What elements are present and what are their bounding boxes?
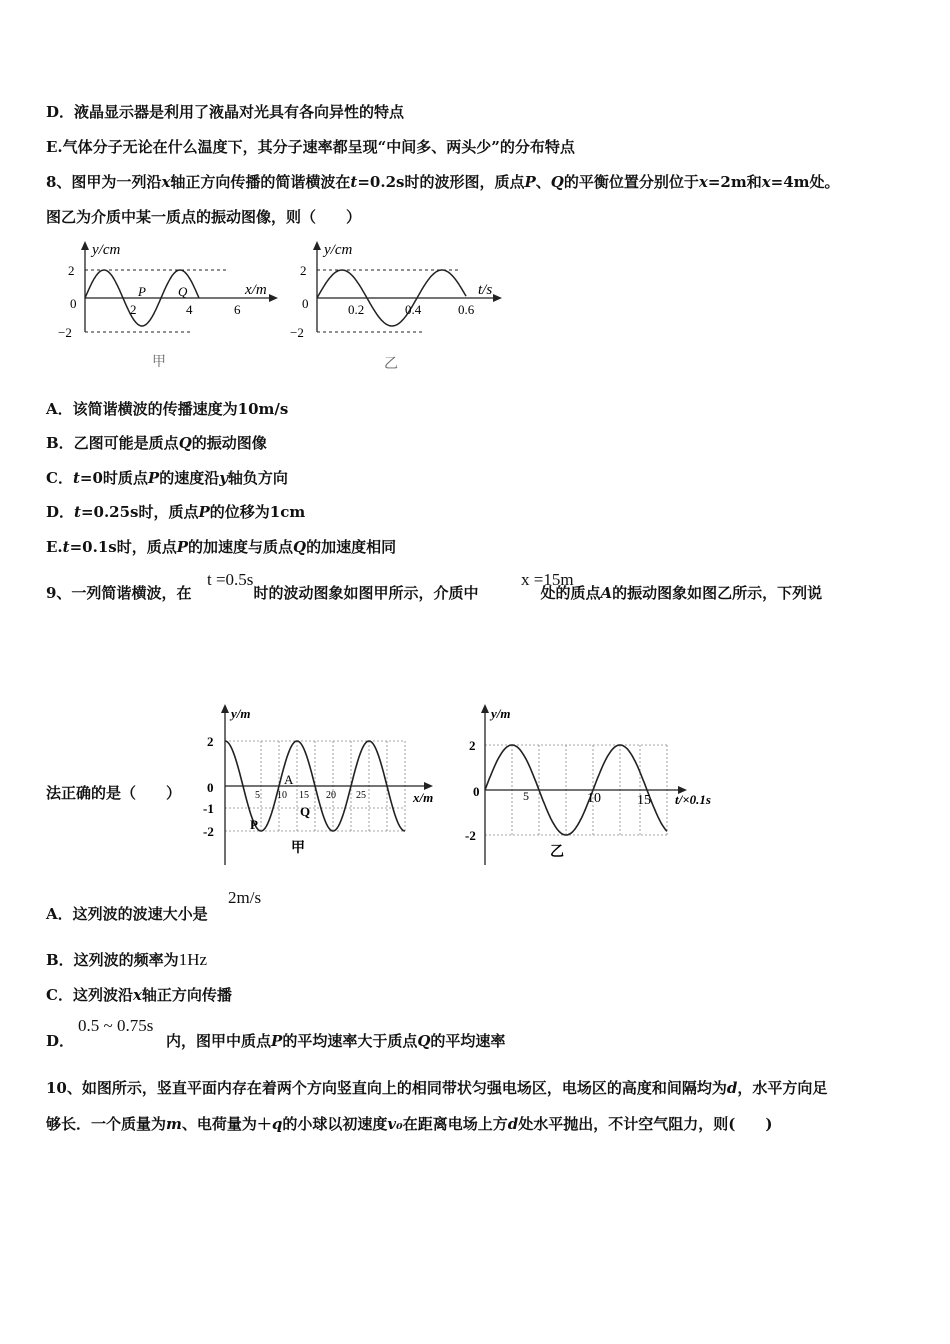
- t-tick: 10: [587, 791, 601, 806]
- y-axis-label: y/m: [231, 706, 251, 721]
- t-axis-label: t/×0.1s: [675, 792, 711, 807]
- t-tick: 5: [523, 789, 529, 803]
- q8-option-a: A．该简谐横波的传播速度为10m/s: [46, 400, 289, 418]
- y-tick: 2: [469, 738, 476, 753]
- figure-caption: 甲: [291, 841, 305, 856]
- q9-figure-wave: [195, 700, 445, 870]
- q9-option-b: B．这列波的频率为1Hz: [46, 950, 208, 969]
- y-tick: -2: [203, 824, 214, 839]
- point-a-label: A: [284, 772, 294, 787]
- q8-figure-vibration: [282, 236, 522, 376]
- figure-caption: 乙: [384, 357, 398, 372]
- y-tick-top: 2: [300, 263, 307, 278]
- y-tick-top: 2: [68, 263, 75, 278]
- q9-option-c: C．这列波沿x轴正方向传播: [46, 986, 232, 1004]
- x-tick: 4: [186, 302, 193, 317]
- q9-option-d-math: 0.5 ~ 0.75s: [78, 1016, 154, 1035]
- q9-stem: 9、一列简谐横波，在 时的波动图象如图甲所示，介质中 处的质点A的振动图象如图乙所示，下列说: [46, 584, 823, 602]
- y-axis-label: y/m: [491, 706, 511, 721]
- t-axis-label: t/s: [478, 282, 493, 298]
- q7-option-e: E.气体分子无论在什么温度下，其分子速率都呈现“中间多、两头少”的分布特点: [46, 138, 575, 156]
- q8-option-d: D．t=0.25s时，质点P的位移为1cm: [46, 503, 306, 521]
- t-tick: 15: [637, 793, 651, 808]
- x-axis-label: x/m: [413, 790, 434, 805]
- q9-stem-line2: 法正确的是（ ）: [46, 784, 182, 802]
- q9-option-a-math: 2m/s: [228, 888, 262, 907]
- y-axis-arrow-icon: [221, 704, 229, 713]
- point-q-label: Q: [178, 284, 188, 299]
- y-tick: 0: [473, 784, 480, 799]
- q9-figure-vibration: [455, 700, 735, 870]
- x-tick: 25: [356, 790, 366, 801]
- origin-label: 0: [302, 296, 309, 311]
- x-axis-arrow-icon: [424, 782, 433, 790]
- q8-stem: 8、图甲为一列沿x轴正方向传播的简谐横波在t=0.2s时的波形图，质点P、Q的平衡位置分别位于x=2m和x=4m处。: [46, 173, 840, 191]
- q7-option-d: D．液晶显示器是利用了液晶对光具有各向异性的特点: [46, 103, 405, 121]
- t-tick: 0.6: [458, 302, 475, 317]
- x-axis-arrow-icon: [269, 294, 278, 302]
- y-axis-arrow-icon: [481, 704, 489, 713]
- t-tick: 0.2: [348, 302, 365, 317]
- q9-math-x: x =15m: [521, 570, 574, 589]
- y-tick: -1: [203, 801, 214, 816]
- q8-option-e: E.t=0.1s时，质点P的加速度与质点Q的加速度相同: [46, 538, 397, 556]
- figure-caption: 甲: [152, 355, 166, 370]
- point-q-label: Q: [300, 804, 311, 819]
- x-tick: 2: [130, 302, 137, 317]
- q8-option-c: C．t=0时质点P的速度沿y轴负方向: [46, 469, 288, 487]
- figure-caption: 乙: [550, 845, 564, 860]
- y-tick-bottom: −2: [58, 325, 72, 340]
- t-tick: 0.4: [405, 302, 422, 317]
- y-axis-label: y/cm: [92, 242, 121, 258]
- x-tick: 6: [234, 302, 241, 317]
- q9-option-a: A．这列波的波速大小是: [46, 905, 208, 923]
- y-axis-label: y/cm: [324, 242, 353, 258]
- x-tick: 5: [255, 790, 260, 801]
- point-p-label: P: [138, 284, 146, 299]
- x-tick: 15: [299, 790, 309, 801]
- y-axis-arrow-icon: [81, 241, 89, 250]
- q8-stem-line2: 图乙为介质中某一质点的振动图像，则（ ）: [46, 208, 362, 226]
- q9-math-t: t =0.5s: [207, 570, 254, 589]
- origin-label: 0: [70, 296, 77, 311]
- q10-stem: 10、如图所示，竖直平面内存在着两个方向竖直向上的相同带状匀强电场区，电场区的高度和间隔均为d，水平方向足: [46, 1079, 828, 1097]
- x-tick: 20: [326, 790, 336, 801]
- x-axis-label: x/m: [245, 282, 267, 298]
- q10-stem-line2: 够长．一个质量为m、电荷量为＋q的小球以初速度v₀在距离电场上方d处水平抛出，不计空气阻力，则( ): [46, 1115, 773, 1133]
- y-tick: -2: [465, 828, 476, 843]
- point-p-label: P: [250, 817, 258, 832]
- x-tick: 10: [277, 790, 287, 801]
- q8-option-b: B．乙图可能是质点Q的振动图像: [46, 434, 267, 452]
- t-axis-arrow-icon: [493, 294, 502, 302]
- y-tick: 0: [207, 780, 214, 795]
- q8-figure-wave: [50, 236, 290, 376]
- q9-option-d: D． 内，图甲中质点P的平均速率大于质点Q的平均速率: [46, 1032, 506, 1050]
- y-axis-arrow-icon: [313, 241, 321, 250]
- y-tick: 2: [207, 734, 214, 749]
- y-tick-bottom: −2: [290, 325, 304, 340]
